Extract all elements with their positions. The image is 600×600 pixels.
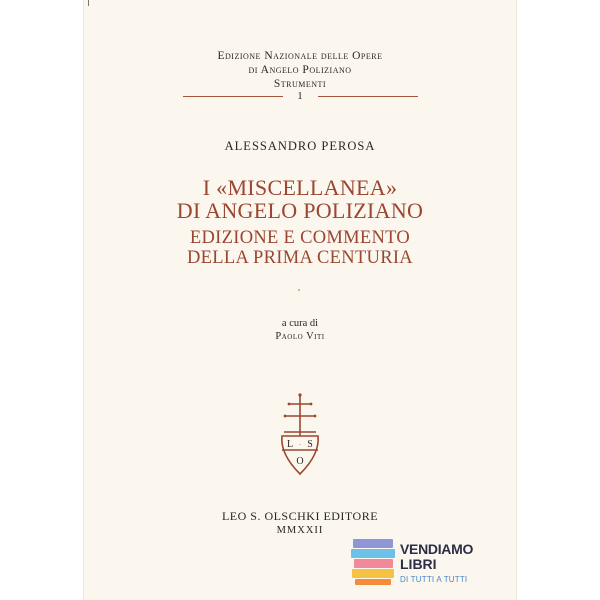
book-subtitle-line2: DELLA PRIMA CENTURIA: [187, 248, 413, 268]
publication-year: MMXXII: [276, 525, 324, 536]
svg-text:.: .: [299, 441, 301, 447]
decorative-dot: [298, 289, 300, 291]
book-title-line2: DI ANGELO POLIZIANO: [176, 198, 424, 223]
publisher-name: LEO S. OLSCHKI EDITORE: [221, 509, 379, 523]
emblem-letter-3: O: [296, 456, 304, 467]
watermark-line3: DI TUTTI A TUTTI: [400, 575, 468, 584]
emblem-letter-1: L: [286, 439, 294, 450]
volume-number: 1: [297, 90, 303, 102]
series-subseries: Strumenti: [273, 78, 327, 90]
publisher-emblem-icon: [276, 392, 324, 478]
series-author: di Angelo Poliziano: [248, 64, 352, 76]
author-name: ALESSANDRO PEROSA: [224, 139, 376, 153]
book-subtitle-line1: EDIZIONE E COMMENTO: [189, 228, 411, 248]
crop-mark: [88, 0, 89, 6]
book-title-line1: I «MISCELLANEA»: [202, 175, 398, 200]
watermark-line2: LIBRI: [400, 556, 437, 572]
editor-prefix: a cura di: [281, 318, 319, 329]
watermark-line1: VENDIAMO: [400, 541, 474, 557]
editor-name: Paolo Viti: [275, 331, 325, 342]
emblem-letter-2: S: [307, 439, 313, 450]
series-name: Edizione Nazionale delle Opere: [217, 50, 383, 62]
